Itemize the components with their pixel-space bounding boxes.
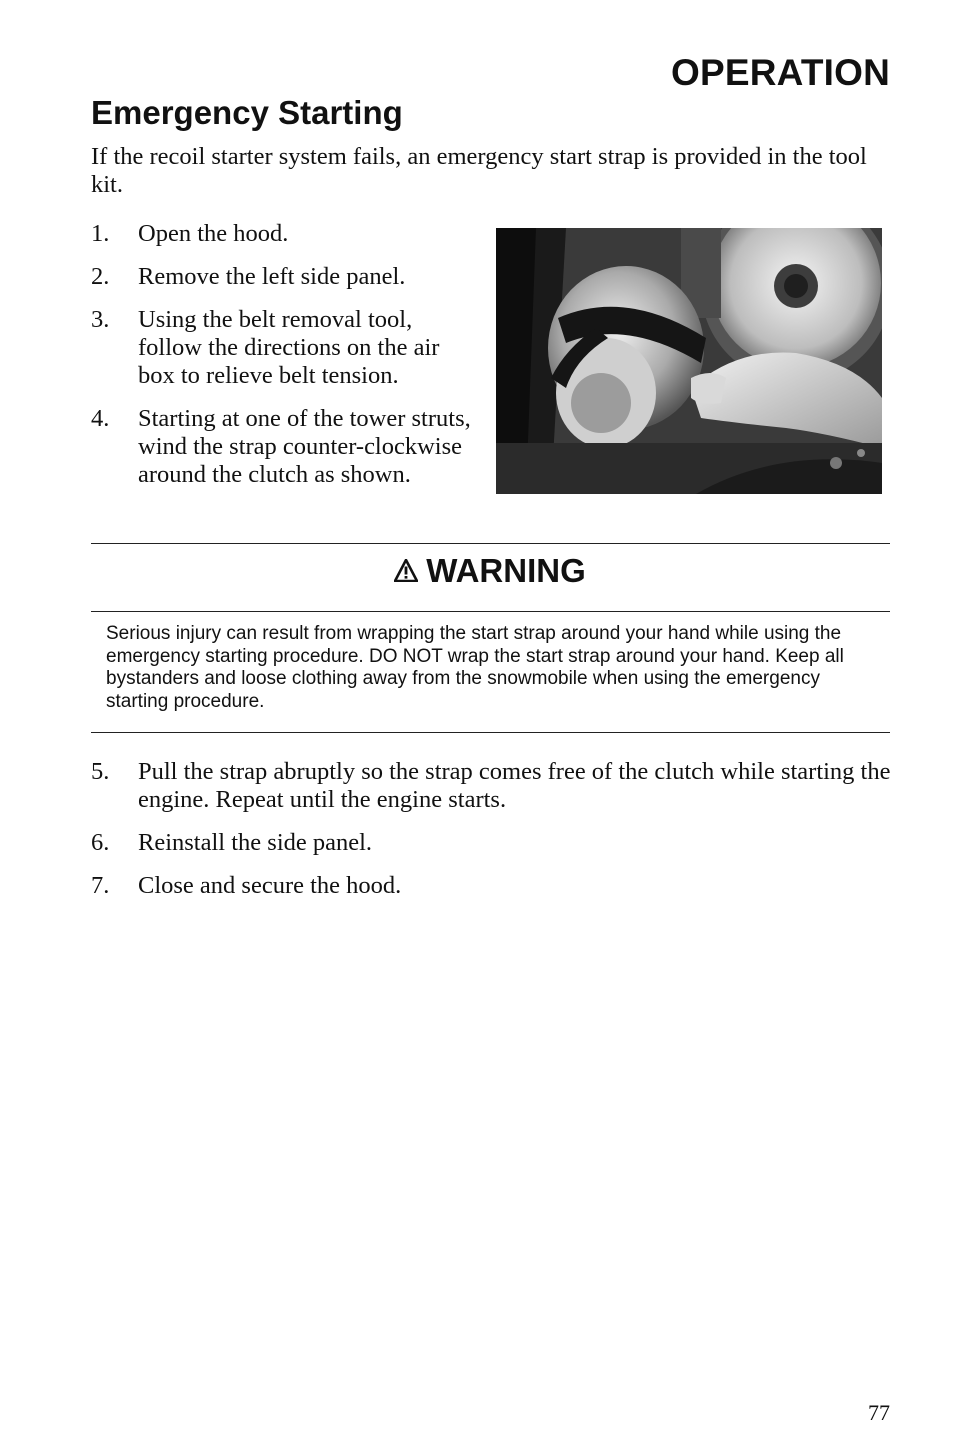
step-number: 1. bbox=[91, 220, 110, 247]
step-text: Starting at one of the tower struts, wind the strap counter-clockwise around the clutch as shown. bbox=[138, 405, 471, 488]
warning-triangle-icon bbox=[394, 551, 418, 591]
rule-middle bbox=[91, 611, 890, 612]
page-title: Emergency Starting bbox=[91, 94, 403, 131]
step-number: 6. bbox=[91, 829, 110, 856]
step-text: Open the hood. bbox=[138, 220, 289, 247]
steps-list-second bbox=[91, 758, 891, 915]
step-item bbox=[91, 306, 481, 390]
page-number: 77 bbox=[868, 1400, 890, 1425]
step-text: Remove the left side panel. bbox=[138, 263, 406, 290]
section-header: OPERATION bbox=[670, 52, 890, 93]
step-number: 7. bbox=[91, 872, 110, 899]
steps-list-first bbox=[91, 220, 481, 504]
step-item bbox=[91, 758, 891, 814]
step-item bbox=[91, 263, 481, 291]
step-text: Reinstall the side panel. bbox=[138, 829, 373, 856]
step-item bbox=[91, 872, 891, 900]
step-text: Pull the strap abruptly so the strap comes free of the clutch while starting the engine. Repeat until the engine starts. bbox=[138, 758, 891, 813]
step-number: 5. bbox=[91, 758, 110, 785]
warning-heading bbox=[0, 551, 954, 591]
clutch-strap-photo bbox=[496, 228, 882, 494]
rule-top bbox=[91, 543, 890, 544]
step-text: Close and secure the hood. bbox=[138, 872, 402, 899]
step-number: 2. bbox=[91, 263, 110, 290]
step-text: Using the belt removal tool, follow the directions on the air box to relieve belt tension. bbox=[138, 306, 440, 389]
intro-paragraph: If the recoil starter system fails, an emergency start strap is provided in the tool kit. bbox=[91, 143, 867, 198]
rule-bottom bbox=[91, 732, 890, 733]
step-item bbox=[91, 220, 481, 248]
step-number: 3. bbox=[91, 306, 110, 333]
step-item bbox=[91, 405, 481, 489]
warning-text: Serious injury can result from wrapping the start strap around your hand while using the emergency starting procedure. DO NOT wrap the start strap around your hand. Keep all bystanders and loose clothing away from the snowmobile when using the emergency starting procedure. bbox=[106, 623, 844, 712]
step-item bbox=[91, 829, 891, 857]
warning-label: WARNING bbox=[426, 552, 586, 589]
step-number: 4. bbox=[91, 405, 110, 432]
